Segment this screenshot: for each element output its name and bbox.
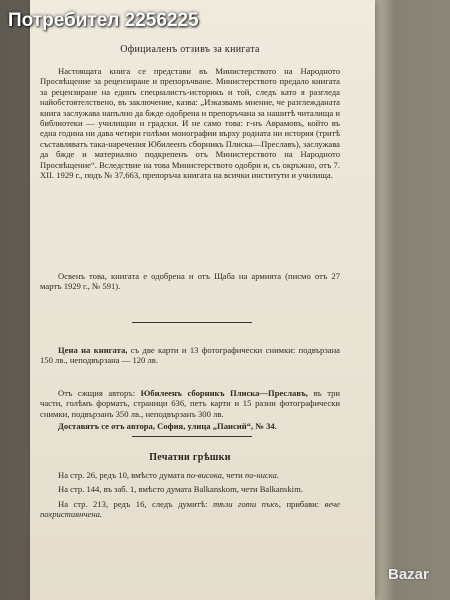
approval-text: Освенъ това, книгата е одобрена и отъ Щаба на армията (писмо отъ 27 мартъ 1929 г., № 591). xyxy=(40,271,340,292)
errata-title: Печатни грѣшки xyxy=(149,452,231,463)
errata-wrong: по-висока, xyxy=(186,470,225,480)
marketplace-logo xyxy=(388,566,429,583)
errata-location: На стр. 26, редъ 10, вмѣсто думата xyxy=(58,470,187,480)
errata-list xyxy=(40,470,340,524)
errata-location: На стр. 213, редъ 16, следъ думитѣ: xyxy=(58,498,213,509)
divider xyxy=(132,436,252,437)
other-works-block xyxy=(40,388,340,432)
errata-item xyxy=(40,484,340,494)
errata-correct: по-ниска. xyxy=(244,470,279,480)
seller-name: Потребител 2256225 xyxy=(8,10,199,31)
errata-item xyxy=(40,470,340,480)
errata-correct: Balkanskim. xyxy=(259,484,303,495)
divider xyxy=(132,322,252,323)
errata-location: На стр. 144, въ заб. 1, вмѣсто думата Balkanskom, чети xyxy=(58,484,260,495)
price-text xyxy=(40,345,340,366)
errata-item xyxy=(40,499,340,520)
review-paragraph xyxy=(40,66,340,180)
other-intro: Отъ сжщия авторъ: xyxy=(58,388,141,398)
availability-text: Доставятъ се отъ автора, София, улица „Паисий“, № 34. xyxy=(58,421,277,432)
logo-text: Bazar xyxy=(388,566,429,583)
price-block xyxy=(40,345,340,366)
price-label: Цена на книгата, xyxy=(58,345,128,355)
page-title: Официаленъ отзивъ за книгата xyxy=(120,44,260,55)
price-details: съ две карти и 13 фотографически снимки: подвързана 150 лв., неподвързана — 120 лв. xyxy=(40,345,341,366)
other-works-text xyxy=(40,388,340,419)
errata-wrong: тѣзи готи пъкъ, xyxy=(212,498,281,509)
review-text: Настоящата книга се представи въ Министерството на Народното Просвѣщение за рецензиране и препоръчване. Министерството предало книгата за рецензиране на единъ специалистъ-историкъ и той, следъ като я разгледа найобстоятелствено, въ заключение, казва: „Изказвамъ мнение, че разглежданата книга заслужава напълно да бжде одобрена и препоръчана за нашитѣ читалища и библиотеки — училищни и градски. И не само това: г-нъ Аврамовъ, който въ една година ни дава четири голѣми монографии върху родната ни история (тритѣ съставляватъ така-наречения Юбилеенъ сборникъ Плиска—Преславъ), заслужава да бжде и материално подкрепенъ отъ Министерството на Народното Просвѣщение“. Вследствие на това Министерството одобри и, съ окръжно, отъ 7. XII. 1929 г., подъ № 37,663, препоръча книгата на всички институти и училища. xyxy=(40,66,340,181)
other-details: въ три части, голѣмъ форматъ, страници 636, петъ карти и 15 разни фотографически снимки, подвързанъ 350 лв., неподвързанъ 300 лв. xyxy=(40,388,341,419)
errata-connector: чети xyxy=(224,470,245,480)
seller-watermark xyxy=(0,0,270,38)
page-edge xyxy=(375,0,393,600)
approval-paragraph xyxy=(40,271,340,292)
errata-correct: вече похристиянчена. xyxy=(40,498,340,520)
errata-connector: прибави: xyxy=(280,498,325,509)
other-book-title: Юбилеенъ сборникъ Плиска—Преславъ, xyxy=(140,388,308,398)
